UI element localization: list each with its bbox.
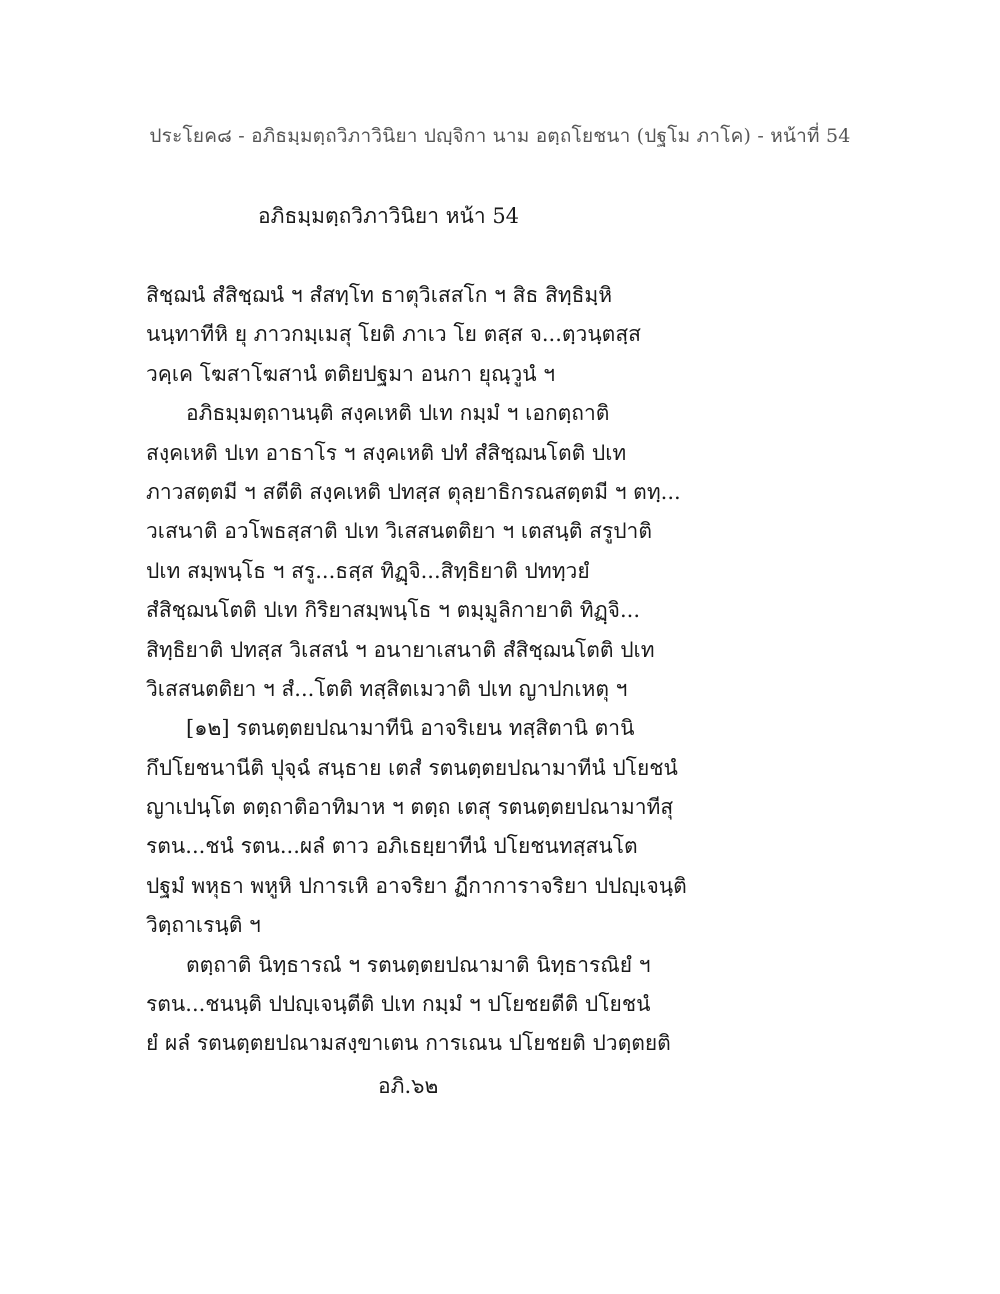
text-line: ยํ ผลํ รตนตฺตยปณามสงฺขาเตน การเณน ปโยชยติ ปวตฺตยติ bbox=[146, 1031, 671, 1056]
text-line: สงฺคเหติ ปเท อาธาโร ฯ สงฺคเหติ ปทํ สํสิชฺฌนโตติ ปเท bbox=[146, 440, 627, 465]
text-line: อภิธมฺมตฺถานนฺติ สงฺคเหติ ปเท กมฺมํ ฯ เอกตฺถาติ bbox=[186, 401, 610, 426]
text-line: วคฺเค โฆสาโฆสานํ ตติยปฐมา อนกา ยุณฺวูนํ ฯ bbox=[146, 361, 556, 386]
page-title: อภิธมฺมตฺถวิภาวินิยา หน้า 54 bbox=[258, 204, 520, 228]
text-line: ภาวสตฺตมี ฯ สตีติ สงฺคเหติ ปทสฺส ตุลฺยาธิกรณสตฺตมี ฯ ตทฺ... bbox=[146, 479, 681, 504]
text-line: กึปโยชนานีติ ปุจฺฉํ สนฺธาย เตสํ รตนตฺตยปณามาทีนํ ปโยชนํ bbox=[146, 755, 678, 780]
text-line: วิเสสนตติยา ฯ สํ...โตติ ทสฺสิตเมวาติ ปเท ญาปกเหตุ ฯ bbox=[146, 676, 628, 701]
text-line: วิตฺถาเรนฺติ ฯ bbox=[146, 913, 261, 938]
text-line: สิทฺธิยาติ ปทสฺส วิเสสนํ ฯ อนายาเสนาติ สํสิชฺฌนโตติ ปเท bbox=[146, 637, 655, 662]
text-line: [๑๒] รตนตฺตยปณามาทีนิ อาจริเยน ทสฺสิตานิ ตานิ bbox=[186, 716, 635, 741]
text-line: สิชฺฌนํ สํสิชฺฌนํ ฯ สํสทฺโท ธาตุวิเสสโก ฯ สิธ สิทฺธิมฺหิ bbox=[146, 283, 613, 307]
text-line: วเสนาติ อวโพธสฺสาติ ปเท วิเสสนตติยา ฯ เตสนฺติ สรูปาติ bbox=[146, 519, 652, 544]
text-line: สํสิชฺฌนโตติ ปเท กิริยาสมฺพนฺโธ ฯ ตมฺมูลิกายาติ ทิฏฺจิ... bbox=[146, 598, 641, 623]
page-footer-code: อภิ.๖๒ bbox=[378, 1074, 439, 1098]
text-line: ปฐมํ พหุธา พหูหิ ปการเหิ อาจริยา ฏีกาการาจริยา ปปญฺเจนฺติ bbox=[146, 873, 687, 898]
text-line: ปเท สมฺพนฺโธ ฯ สรู...ธสฺส ทิฏฺจิ...สิทฺธิยาติ ปททฺวยํ bbox=[146, 558, 590, 583]
body-text bbox=[146, 276, 706, 1064]
text-line: นนฺทาทีหิ ยุ ภาวกมฺเมสุ โยติ ภาเว โย ตสฺส จ...ตฺวนฺตสฺส bbox=[146, 322, 641, 347]
running-header: ประโยค๘ - อภิธมฺมตฺถวิภาวินิยา ปญฺจิกา นาม อตฺถโยชนา (ปฐโม ภาโค) - หน้าที่ 54 bbox=[149, 125, 851, 147]
text-line: รตน...ชนํ รตน...ผลํ ตาว อภิเธยฺยาทีนํ ปโยชนทสฺสนโต bbox=[146, 834, 638, 859]
text-line: ญาเปนฺโต ตตฺถาติอาทิมาห ฯ ตตฺถ เตสุ รตนตฺตยปณามาทีสุ bbox=[146, 795, 674, 820]
text-line: รตน...ชนนฺติ ปปญฺเจนฺตีติ ปเท กมฺมํ ฯ ปโยชยตีติ ปโยชนํ bbox=[146, 992, 651, 1017]
text-line: ตตฺถาติ นิทฺธารณํ ฯ รตนตฺตยปณามาติ นิทฺธารณิยํ ฯ bbox=[186, 952, 651, 977]
